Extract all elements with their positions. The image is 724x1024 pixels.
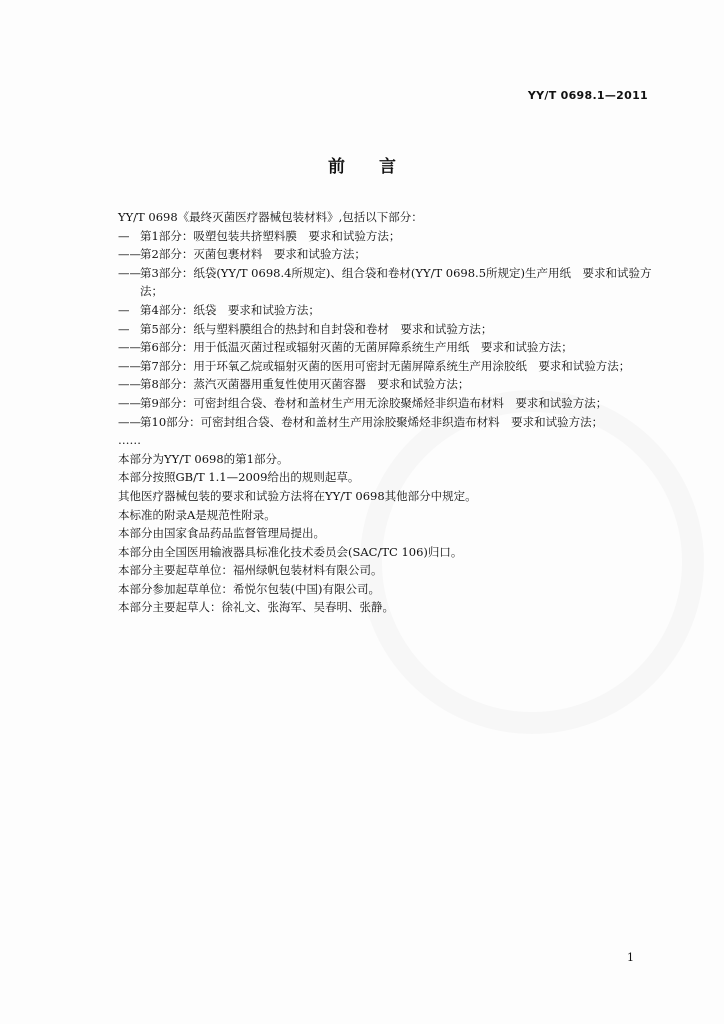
- list-item: [118, 264, 652, 301]
- list-dash: ——: [118, 395, 141, 410]
- statements-block: [118, 450, 652, 617]
- list-ellipsis: ……: [118, 433, 141, 448]
- statement-line: 本部分按照GB/T 1.1—2009给出的规则起草。: [118, 470, 360, 485]
- list-item-text: 第1部分：吸塑包装共挤塑料膜 要求和试验方法；: [140, 228, 401, 243]
- list-dash: ——: [118, 265, 141, 280]
- list-dash: ——: [118, 247, 141, 262]
- list-item-text: 第6部分：用于低温灭菌过程或辐射灭菌的无菌屏障系统生产用纸 要求和试验方法；: [140, 340, 573, 355]
- statement-line: 本部分为YY/T 0698的第1部分。: [118, 451, 289, 466]
- statement-line: 本部分参加起草单位：希悦尔包装(中国)有限公司。: [118, 581, 380, 596]
- list-item: [118, 413, 652, 432]
- statement-line: 本标准的附录A是规范性附录。: [118, 507, 276, 522]
- page-number: 1: [627, 951, 634, 964]
- list-item: [118, 301, 652, 320]
- list-item: [118, 227, 652, 246]
- intro-paragraph: YY/T 0698《最终灭菌医疗器械包装材料》,包括以下部分：: [118, 210, 423, 224]
- list-dash: ——: [118, 340, 141, 355]
- standard-code: YY/T 0698.1—2011: [527, 89, 648, 102]
- statement-line: 本部分由全国医用输液器具标准化技术委员会(SAC/TC 106)归口。: [118, 544, 463, 559]
- list-dash: ——: [118, 358, 141, 373]
- list-item-text: 第8部分：蒸汽灭菌器用重复性使用灭菌容器 要求和试验方法；: [140, 377, 470, 392]
- list-item-text: 第2部分：灭菌包裹材料 要求和试验方法；: [140, 247, 366, 262]
- list-item: [118, 338, 652, 357]
- list-item-text: 第9部分：可密封组合袋、卷材和盖材生产用无涂胶聚烯烃非织造布材料 要求和试验方法；: [140, 395, 608, 410]
- statement-line: 本部分主要起草人：徐礼文、张海军、吴春明、张静。: [118, 600, 394, 615]
- list-item: [118, 320, 652, 339]
- list-item: [118, 245, 652, 264]
- document-body: [118, 208, 652, 617]
- list-dash: —: [118, 228, 130, 243]
- list-item: [118, 394, 652, 413]
- list-item-text: 第5部分：纸与塑料膜组合的热封和自封袋和卷材 要求和试验方法；: [140, 321, 493, 336]
- statement-line: 其他医疗器械包装的要求和试验方法将在YY/T 0698其他部分中规定。: [118, 488, 477, 503]
- list-item: [118, 375, 652, 394]
- list-item: [118, 357, 652, 376]
- list-item-text: 第7部分：用于环氧乙烷或辐射灭菌的医用可密封无菌屏障系统生产用涂胶纸 要求和试验方法；: [140, 358, 631, 373]
- list-item-text: 第4部分：纸袋 要求和试验方法；: [140, 302, 320, 317]
- page-title: 前言: [328, 157, 430, 177]
- list-dash: ——: [118, 414, 141, 429]
- list-dash: —: [118, 321, 130, 336]
- statement-line: 本部分主要起草单位：福州绿帆包装材料有限公司。: [118, 563, 383, 578]
- list-item-text: 第10部分：可密封组合袋、卷材和盖材生产用涂胶聚烯烃非织造布材料 要求和试验方法；: [140, 414, 604, 429]
- list-dash: —: [118, 302, 130, 317]
- list-dash: ——: [118, 377, 141, 392]
- statement-line: 本部分由国家食品药品监督管理局提出。: [118, 526, 325, 541]
- list-item-text: 第3部分：纸袋(YY/T 0698.4所规定)、组合袋和卷材(YY/T 0698.5所规定)生产用纸 要求和试验方法；: [140, 265, 652, 299]
